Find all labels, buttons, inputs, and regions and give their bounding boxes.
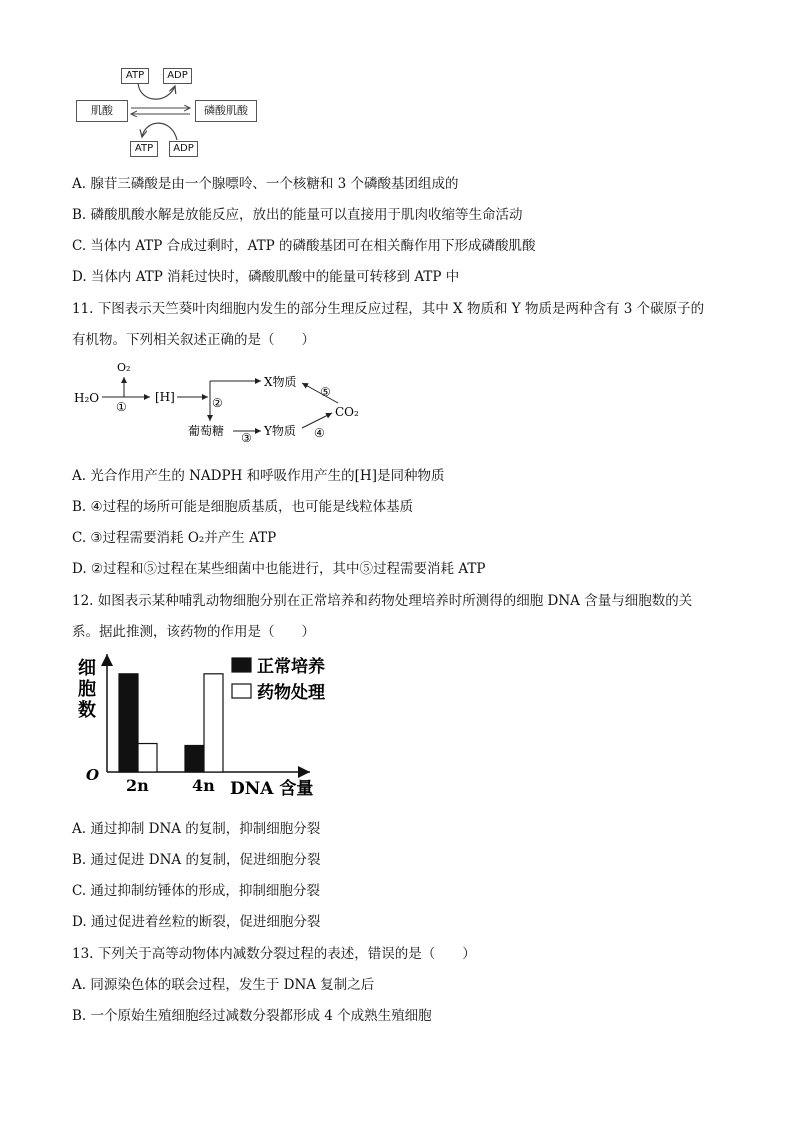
step-3-label: ③ — [241, 431, 252, 445]
bar-2n-normal — [119, 674, 138, 772]
q10-option-a: A. 腺苷三磷酸是由一个腺嘌呤、一个核糖和 3 个磷酸基团组成的 — [72, 176, 459, 192]
creatine-phosphate-box: 磷酸肌酸 — [195, 100, 257, 122]
y-axis-label-1: 细 — [78, 658, 96, 679]
q13-option-a: A. 同源染色体的联会过程，发生于 DNA 复制之后 — [72, 977, 375, 993]
step-2-label: ② — [212, 396, 223, 410]
legend-label-drug: 药物处理 — [257, 683, 325, 703]
x-axis-label: DNA 含量 — [230, 779, 314, 799]
q12-stem-line1: 12. 如图表示某种哺乳动物细胞分别在正常培养和药物处理培养时所测得的细胞 DNA 含量与细胞数的关 — [72, 593, 693, 609]
q12-option-b: B. 通过促进 DNA 的复制，促进细胞分裂 — [72, 852, 321, 868]
q11-diagram — [0, 355, 794, 455]
q12-option-a: A. 通过抑制 DNA 的复制，抑制细胞分裂 — [72, 821, 321, 837]
q10-option-d: D. 当体内 ATP 消耗过快时，磷酸肌酸中的能量可转移到 ATP 中 — [72, 269, 460, 285]
glucose-label: 葡萄糖 — [188, 424, 225, 438]
co2-label: CO₂ — [335, 405, 359, 419]
figure-atp-arrows — [0, 0, 794, 170]
origin-label: O — [86, 766, 100, 784]
bar-2n-drug — [138, 744, 157, 772]
legend-label-normal: 正常培养 — [257, 657, 325, 677]
atp-bottom-box: ATP — [130, 141, 158, 157]
x-tick-label-2n: 2n — [126, 776, 149, 795]
bar-4n-normal — [185, 745, 204, 772]
h2o-label: H₂O — [74, 391, 100, 405]
q13-option-b: B. 一个原始生殖细胞经过减数分裂都形成 4 个成熟生殖细胞 — [72, 1008, 432, 1024]
q12-option-c: C. 通过抑制纺锤体的形成，抑制细胞分裂 — [72, 883, 320, 899]
q11-stem-line1: 11. 下图表示天竺葵叶肉细胞内发生的部分生理反应过程，其中 X 物质和 Y 物质是两种含有 3 个碳原子的 — [72, 301, 705, 317]
q12-stem-line2: 系。据此推测，该药物的作用是（ ） — [72, 624, 315, 640]
h-label: [H] — [155, 390, 175, 404]
adp-top-box: ADP — [163, 68, 192, 84]
dna-content-chart — [70, 652, 370, 802]
q11-option-d: D. ②过程和⑤过程在某些细菌中也能进行，其中⑤过程需要消耗 ATP — [72, 561, 486, 577]
step-4-label: ④ — [314, 426, 325, 440]
x-substance-label: X物质 — [264, 375, 297, 389]
q11-option-a: A. 光合作用产生的 NADPH 和呼吸作用产生的[H]是同种物质 — [72, 468, 445, 484]
q13-stem: 13. 下列关于高等动物体内减数分裂过程的表述，错误的是（ ） — [72, 946, 476, 962]
y-axis-label-2: 胞 — [78, 679, 96, 700]
y-axis-label-3: 数 — [78, 700, 96, 721]
legend-swatch-normal — [232, 658, 251, 672]
q10-option-c: C. 当体内 ATP 合成过剩时，ATP 的磷酸基团可在相关酶作用下形成磷酸肌酸 — [72, 238, 536, 254]
atp-top-box: ATP — [121, 68, 149, 84]
creatine-box: 肌酸 — [76, 100, 128, 122]
legend-swatch-drug — [232, 684, 251, 698]
x-tick-label-4n: 4n — [192, 776, 215, 795]
q11-option-b: B. ④过程的场所可能是细胞质基质，也可能是线粒体基质 — [72, 499, 414, 515]
bar-4n-drug — [204, 674, 223, 772]
y-substance-label: Y物质 — [264, 424, 296, 438]
q11-option-c: C. ③过程需要消耗 O₂并产生 ATP — [72, 530, 277, 546]
q11-stem-line2: 有机物。下列相关叙述正确的是（ ） — [72, 332, 315, 348]
step-5-label: ⑤ — [320, 385, 331, 399]
adp-bottom-box: ADP — [169, 141, 198, 157]
o2-label: O₂ — [117, 361, 131, 374]
step-1-label: ① — [116, 400, 127, 414]
q12-option-d: D. 通过促进着丝粒的断裂，促进细胞分裂 — [72, 914, 321, 930]
q10-option-b: B. 磷酸肌酸水解是放能反应，放出的能量可以直接用于肌肉收缩等生命活动 — [72, 207, 523, 223]
